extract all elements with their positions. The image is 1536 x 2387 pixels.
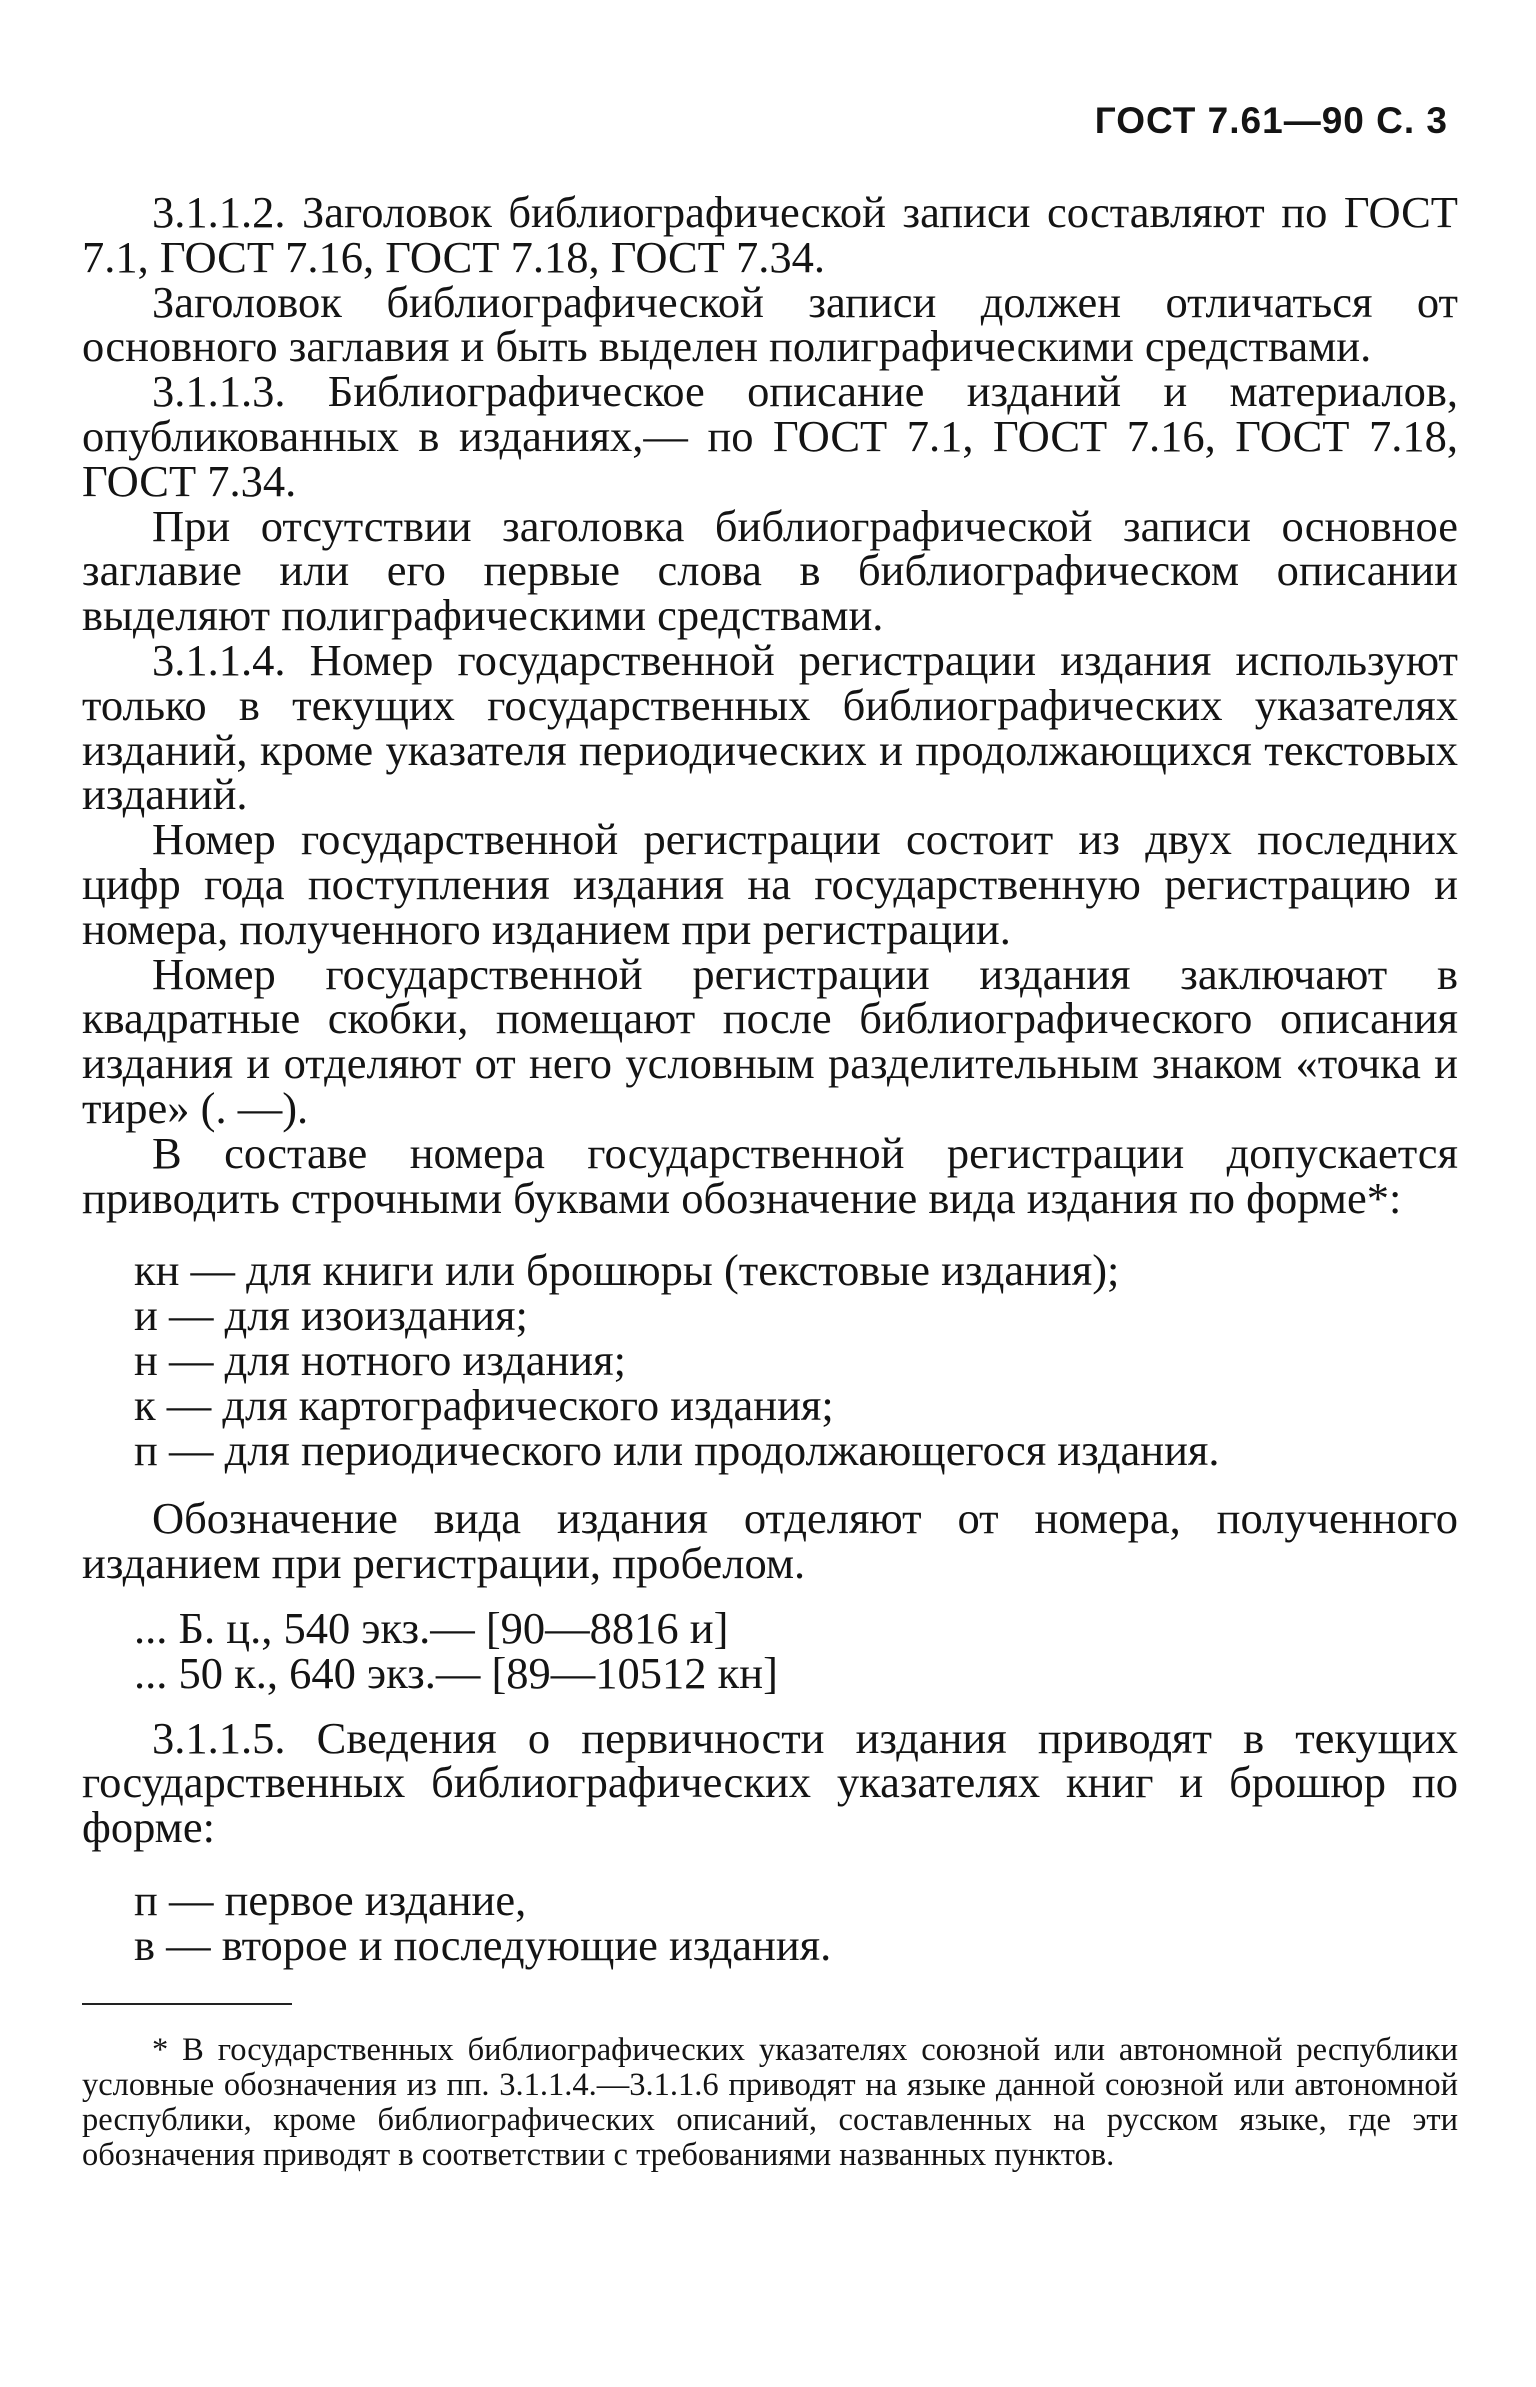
paragraph-3-1-1-2: 3.1.1.2. Заголовок библиографической записи составляют по ГОСТ 7.1, ГОСТ 7.16, ГОСТ 7.18, ГОСТ 7.34. [82,187,1458,282]
list-item: п — первое издание, [134,1874,527,1925]
examples-block [82,1602,1458,1698]
footnote: * В государственных библиографических указателях союзной или автономной республики условные обозначения из пп. 3.1.1.4.—3.1.1.6 приводят на языке данной союзной или автономной республики, кроме библиографических описаний, составленных на русском языке, где эти обозначения приводят в соответствии с требованиями названных пунктов. [82,2032,1458,2174]
example-line: ... Б. ц., 540 экз.— [90—8816 и] [134,1602,729,1653]
footnote-separator [82,2003,292,2005]
edition-type-list [82,1245,1458,1475]
example-line: ... 50 к., 640 экз.— [89—10512 кн] [134,1647,778,1698]
paragraph-3-1-1-5: 3.1.1.5. Сведения о первичности издания приводят в текущих государственных библиографических указателях книг и брошюр по форме: [82,1712,1458,1853]
list-item: н — для нотного издания; [134,1334,626,1385]
list-item: кн — для книги или брошюры (текстовые издания); [134,1245,1120,1296]
list-item: и — для изоиздания; [134,1290,528,1341]
paragraph-3-1-1-3: 3.1.1.3. Библиографическое описание изданий и материалов, опубликованных в изданиях,— по ГОСТ 7.1, ГОСТ 7.16, ГОСТ 7.18, ГОСТ 7.34. [82,366,1458,506]
page-header: ГОСТ 7.61—90 С. 3 [1094,100,1448,141]
document-body [82,187,1458,2174]
paragraph: Номер государственной регистрации издания заключают в квадратные скобки, помещают после библиографического описания издания и отделяют от него условным разделительным знаком «точка и тире» (. —). [82,948,1458,1133]
paragraph: Обозначение вида издания отделяют от номера, полученного изданием при регистрации, пробелом. [82,1493,1458,1589]
primacy-list [82,1874,1458,1970]
paragraph: Номер государственной регистрации состоит из двух последних цифр года поступления издания на государственную регистрацию и номера, полученного изданием при регистрации. [82,814,1458,954]
list-item: к — для картографического издания; [134,1379,834,1430]
list-item: п — для периодического или продолжающегося издания. [134,1424,1220,1475]
paragraph: Заголовок библиографической записи должен отличаться от основного заглавия и быть выделен полиграфическими средствами. [82,276,1458,372]
list-item: в — второе и последующие издания. [134,1919,832,1970]
paragraph-3-1-1-4: 3.1.1.4. Номер государственной регистрации издания используют только в текущих государственных библиографических указателях изданий, кроме указателя периодических и продолжающихся текстовых изданий. [82,634,1458,820]
paragraph: В составе номера государственной регистрации допускается приводить строчными буквами обозначение вида издания по форме*: [82,1127,1458,1223]
paragraph: При отсутствии заголовка библиографической записи основное заглавие или его первые слова в библиографическом описании выделяют полиграфическими средствами. [82,500,1458,641]
